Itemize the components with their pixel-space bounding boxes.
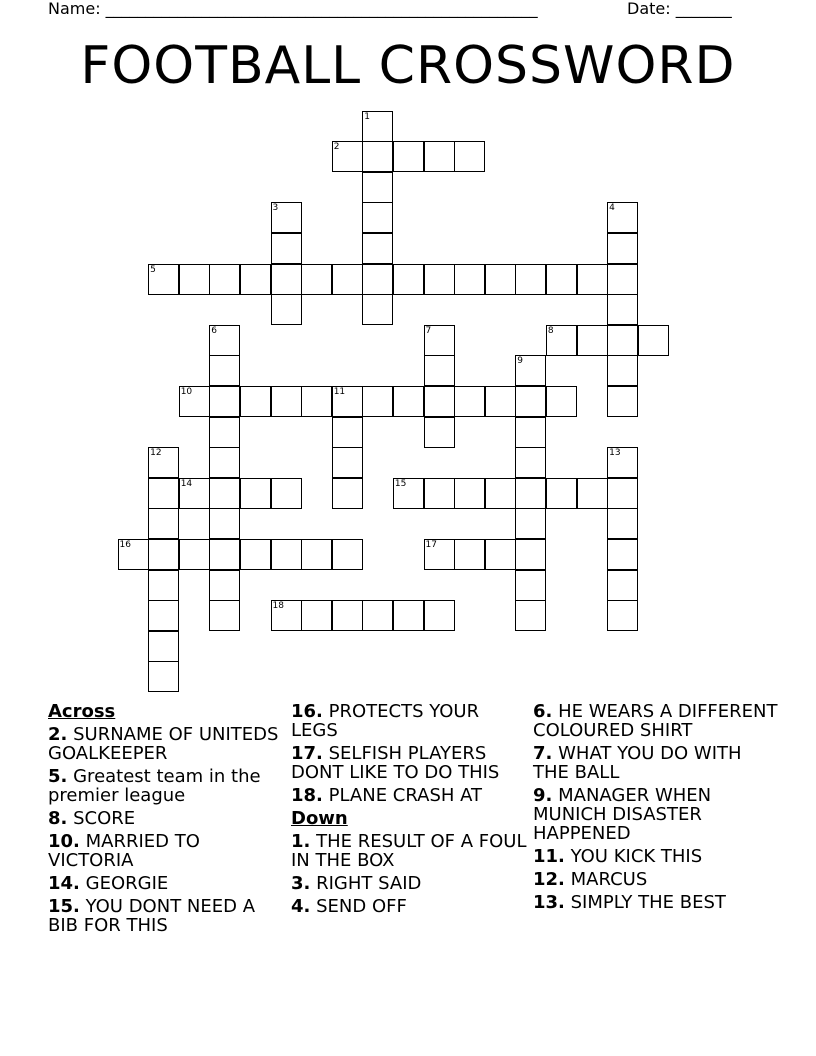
grid-cell[interactable]	[607, 570, 638, 601]
grid-cell[interactable]	[179, 478, 210, 509]
name-field[interactable]: Name: ______________________________________________________	[48, 0, 538, 18]
grid-cell[interactable]	[393, 141, 424, 172]
grid-cell[interactable]	[148, 508, 179, 539]
grid-cell[interactable]	[546, 478, 577, 509]
clue-number: 14	[180, 478, 193, 489]
clue-number: 1	[364, 111, 371, 122]
grid-cell[interactable]	[209, 478, 240, 509]
clue-down-1: 1. THE RESULT OF A FOUL IN THE BOX	[291, 831, 527, 871]
grid-cell[interactable]	[454, 264, 485, 295]
grid-cell[interactable]	[638, 325, 669, 356]
grid-cell[interactable]	[515, 478, 546, 509]
grid-cell[interactable]	[424, 355, 455, 386]
clue-across-15: 15. YOU DONT NEED A BIB FOR THIS	[48, 896, 256, 936]
clue-across-2: 2. SURNAME OF UNITEDS GOALKEEPER	[48, 724, 279, 764]
grid-cell[interactable]	[332, 478, 363, 509]
grid-cell[interactable]	[271, 539, 302, 570]
grid-cell[interactable]	[607, 264, 638, 295]
clue-number: 6	[211, 325, 218, 336]
grid-cell[interactable]	[485, 478, 516, 509]
grid-cell[interactable]	[271, 386, 302, 417]
grid-cell[interactable]	[362, 172, 393, 203]
grid-cell[interactable]	[362, 141, 393, 172]
grid-cell[interactable]	[240, 264, 271, 295]
grid-cell[interactable]	[485, 264, 516, 295]
grid-cell[interactable]	[179, 539, 210, 570]
clue-number: 18	[272, 601, 284, 612]
grid-cell[interactable]	[515, 386, 546, 417]
clue-column-1	[48, 702, 288, 939]
grid-cell[interactable]	[332, 539, 363, 570]
grid-cell[interactable]	[209, 355, 240, 386]
grid-cell[interactable]	[301, 386, 332, 417]
grid-cell[interactable]	[515, 417, 546, 448]
grid-cell[interactable]	[301, 264, 332, 295]
grid-cell[interactable]	[301, 600, 332, 631]
down-heading: Down	[291, 808, 348, 829]
grid-cell[interactable]	[362, 600, 393, 631]
grid-cell[interactable]	[515, 447, 546, 478]
clue-down-11: 11. YOU KICK THIS	[533, 846, 703, 867]
grid-cell[interactable]	[148, 264, 179, 295]
grid-cell[interactable]	[515, 600, 546, 631]
grid-cell[interactable]	[577, 264, 608, 295]
grid-cell[interactable]	[209, 570, 240, 601]
grid-cell[interactable]	[607, 233, 638, 264]
grid-cell[interactable]	[118, 539, 149, 570]
clue-across-5: 5. Greatest team in the premier league	[48, 766, 261, 806]
clue-number: 5	[150, 264, 156, 275]
clue-number: 15	[394, 478, 407, 489]
grid-cell[interactable]	[362, 202, 393, 233]
grid-cell[interactable]	[607, 600, 638, 631]
grid-cell[interactable]	[209, 447, 240, 478]
grid-cell[interactable]	[424, 264, 455, 295]
clue-number: 7	[425, 325, 432, 336]
grid-cell[interactable]	[240, 386, 271, 417]
grid-cell[interactable]	[332, 417, 363, 448]
grid-cell[interactable]	[424, 600, 455, 631]
grid-cell[interactable]	[209, 600, 240, 631]
grid-cell[interactable]	[148, 447, 179, 478]
clue-number: 11	[333, 386, 346, 397]
grid-cell[interactable]	[515, 264, 546, 295]
clue-number: 2	[333, 142, 340, 153]
grid-cell[interactable]	[485, 386, 516, 417]
clue-down-4: 4. SEND OFF	[291, 896, 407, 917]
grid-cell[interactable]	[332, 141, 363, 172]
grid-cell[interactable]	[454, 386, 485, 417]
clue-across-16: 16. PROTECTS YOUR LEGS	[291, 701, 480, 741]
grid-cell[interactable]	[393, 386, 424, 417]
clue-across-17: 17. SELFISH PLAYERS DONT LIKE TO DO THIS	[291, 743, 500, 783]
grid-cell[interactable]	[393, 264, 424, 295]
clue-down-7: 7. WHAT YOU DO WITH THE BALL	[533, 743, 742, 783]
grid-cell[interactable]	[209, 264, 240, 295]
grid-cell[interactable]	[148, 478, 179, 509]
grid-cell[interactable]	[424, 325, 455, 356]
grid-cell[interactable]	[209, 386, 240, 417]
clue-number: 13	[609, 448, 621, 459]
grid-cell[interactable]	[271, 264, 302, 295]
clue-number: 8	[547, 325, 554, 336]
clue-column-3	[533, 702, 783, 916]
grid-cell[interactable]	[607, 539, 638, 570]
grid-cell[interactable]	[515, 539, 546, 570]
grid-cell[interactable]	[240, 539, 271, 570]
grid-cell[interactable]	[148, 631, 179, 662]
grid-cell[interactable]	[209, 325, 240, 356]
clue-number: 17	[425, 539, 437, 550]
clue-across-18: 18. PLANE CRASH AT	[291, 785, 483, 806]
grid-cell[interactable]	[148, 661, 179, 692]
clue-number: 3	[272, 203, 279, 214]
grid-cell[interactable]	[148, 600, 179, 631]
date-field[interactable]: Date: _______	[627, 0, 732, 18]
grid-cell[interactable]	[393, 478, 424, 509]
grid-cell[interactable]	[607, 508, 638, 539]
grid-cell[interactable]	[271, 478, 302, 509]
grid-cell[interactable]	[179, 386, 210, 417]
across-heading: Across	[48, 701, 116, 722]
clue-number: 10	[180, 386, 193, 397]
grid-cell[interactable]	[332, 386, 363, 417]
grid-cell[interactable]	[454, 478, 485, 509]
grid-cell[interactable]	[546, 264, 577, 295]
grid-cell[interactable]	[148, 570, 179, 601]
grid-cell[interactable]	[332, 600, 363, 631]
grid-cell[interactable]	[332, 447, 363, 478]
grid-cell[interactable]	[424, 417, 455, 448]
grid-cell[interactable]	[577, 325, 608, 356]
grid-cell[interactable]	[607, 294, 638, 325]
grid-cell[interactable]	[271, 202, 302, 233]
grid-cell[interactable]	[485, 539, 516, 570]
grid-cell[interactable]	[546, 386, 577, 417]
grid-cell[interactable]	[607, 386, 638, 417]
grid-cell[interactable]	[424, 478, 455, 509]
grid-cell[interactable]	[179, 264, 210, 295]
grid-cell[interactable]	[577, 478, 608, 509]
clue-across-10: 10. MARRIED TO VICTORIA	[48, 831, 200, 871]
clue-number: 9	[517, 356, 524, 367]
grid-cell[interactable]	[362, 111, 393, 142]
clue-column-2	[291, 702, 527, 920]
grid-cell[interactable]	[424, 539, 455, 570]
clue-down-6: 6. HE WEARS A DIFFERENT COLOURED SHIRT	[533, 701, 778, 741]
grid-cell[interactable]	[607, 355, 638, 386]
grid-cell[interactable]	[240, 478, 271, 509]
grid-cell[interactable]	[607, 447, 638, 478]
clue-across-8: 8. SCORE	[48, 808, 136, 829]
grid-cell[interactable]	[148, 539, 179, 570]
grid-cell[interactable]	[454, 141, 485, 172]
grid-cell[interactable]	[607, 325, 638, 356]
grid-cell[interactable]	[424, 386, 455, 417]
grid-cell[interactable]	[362, 294, 393, 325]
clue-across-14: 14. GEORGIE	[48, 873, 169, 894]
grid-cell[interactable]	[515, 355, 546, 386]
grid-cell[interactable]	[271, 233, 302, 264]
grid-cell[interactable]	[393, 600, 424, 631]
grid-cell[interactable]	[301, 539, 332, 570]
grid-cell[interactable]	[362, 233, 393, 264]
clue-down-3: 3. RIGHT SAID	[291, 873, 422, 894]
grid-cell[interactable]	[607, 202, 638, 233]
grid-cell[interactable]	[271, 600, 302, 631]
grid-cell[interactable]	[515, 570, 546, 601]
grid-cell[interactable]	[362, 264, 393, 295]
grid-cell[interactable]	[546, 325, 577, 356]
grid-cell[interactable]	[209, 508, 240, 539]
grid-cell[interactable]	[515, 508, 546, 539]
clue-down-13: 13. SIMPLY THE BEST	[533, 892, 726, 913]
grid-cell[interactable]	[209, 417, 240, 448]
clue-number: 16	[119, 539, 131, 550]
grid-cell[interactable]	[454, 539, 485, 570]
grid-cell[interactable]	[607, 478, 638, 509]
clue-down-12: 12. MARCUS	[533, 869, 648, 890]
clue-number: 12	[150, 448, 162, 459]
clue-down-9: 9. MANAGER WHEN MUNICH DISASTER HAPPENED	[533, 785, 712, 844]
page-title: FOOTBALL CROSSWORD	[80, 36, 736, 96]
grid-cell[interactable]	[209, 539, 240, 570]
grid-cell[interactable]	[271, 294, 302, 325]
clue-number: 4	[609, 203, 615, 214]
grid-cell[interactable]	[332, 264, 363, 295]
grid-cell[interactable]	[362, 386, 393, 417]
grid-cell[interactable]	[424, 141, 455, 172]
